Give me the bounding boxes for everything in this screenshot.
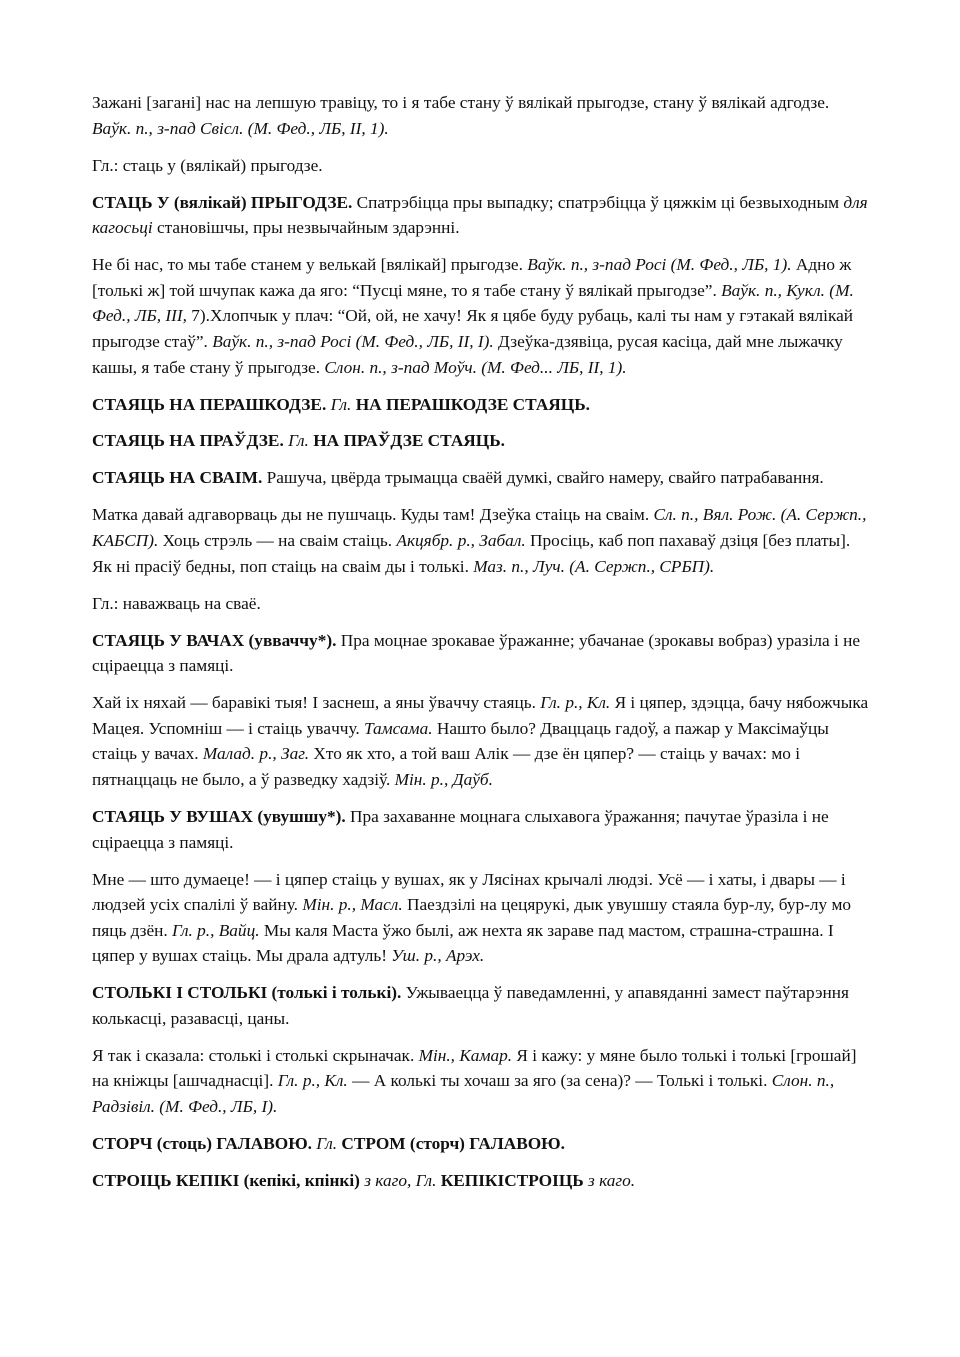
text-run: — А колькі ты хочаш за яго (за сена)? — Толькі і толькі. — [347, 1071, 772, 1091]
paragraph — [92, 90, 872, 141]
paragraph — [92, 867, 872, 969]
text-run: Я і цяпер, здэцца, бачу нябожчыка Мацея. Успомніш — і стаіць увaччу. — [92, 693, 869, 738]
text-run: Нашто было? Дваццаць гадоў, а пажар у Максімаўцы стаіць у вачах. — [92, 718, 829, 764]
source-reference: Тамсама. — [364, 718, 433, 738]
paragraph — [92, 428, 872, 454]
source-reference: Ваўк. п., з-пад Росі (М. Фед., ЛБ, II, I). — [212, 331, 494, 351]
paragraph — [92, 980, 872, 1031]
text-run: Ужываецца ў паведамленні, у апавяданні замест паўтарэння колькасці, разавасці, цаны. — [92, 983, 849, 1028]
source-reference: Ваўк. п., Кукл. (М. Фед., ЛБ, III, — [92, 280, 854, 326]
source-reference: Сл. п., Вял. Рож. (А. Сержп., КАБСП). — [92, 505, 867, 551]
headword: СТОЛЬКІ І СТОЛЬКІ (толькі і толькі). — [92, 983, 402, 1003]
source-reference: Малад. р., Заг. — [202, 744, 310, 764]
source-reference: Гл. р., Вайц. — [172, 920, 260, 940]
headword: СТАЯЦЬ НА СВАІМ. — [92, 468, 263, 488]
paragraph — [92, 1168, 872, 1194]
paragraph — [92, 190, 872, 241]
text-run: Я так і сказала: столькі і столькі скрыначак. — [92, 1045, 419, 1065]
source-reference: з каго. — [583, 1171, 636, 1191]
text-run: Мы каля Маста ўжо былі, аж нехта як зараве пад мастом, страшна-страшна. І цяпер у вушах стаіць. Мы драла адтуль! — [92, 920, 834, 966]
text-run: 7).Хлопчык у плач: “Ой, ой, не хачу! Як я цябе буду рубаць, калі ты нам у гэтакай вялікай прыгодзе стаў”. — [92, 306, 853, 351]
paragraph — [92, 502, 872, 579]
text-run: Спатрэбіцца пры выпадку; спатрэбіцца ў цяжкім ці безвыходным — [352, 192, 844, 212]
source-reference: з каго, Гл. — [359, 1171, 437, 1191]
headword: СТРОМ (сторч) ГАЛАВОЮ. — [337, 1134, 565, 1154]
source-reference: для кагосьці — [92, 192, 868, 238]
source-reference: Уш. р., Арэх. — [391, 946, 485, 966]
text-run: становішчы, пры незвычайным здарэнні. — [152, 218, 460, 238]
paragraph — [92, 1043, 872, 1120]
paragraph — [92, 690, 872, 792]
text-run: Просіць, каб поп пахаваў дзіця [без платы]. Як ні прасіў бедны, поп стаіць на сваім ды і толькі. — [92, 531, 851, 576]
headword: СТОРЧ (стоць) ГАЛАВОЮ. — [92, 1134, 312, 1154]
text-run: Адно ж [толькі ж] той шчупак кажа да яго: “Пусці мяне, то я табе стану ў вялікай прыгодзе”. — [92, 255, 852, 300]
text-run: Гл.: стаць у (вялікай) прыгодзе. — [92, 155, 323, 175]
paragraph — [92, 591, 872, 617]
text-run: Хай іх няхай — баравікі тыя! І заснеш, а яны ўвaччу стаяць. — [92, 693, 541, 713]
source-reference: Мін. р., Масл. — [302, 895, 403, 915]
source-reference: Акцябр. р., Забал. — [396, 531, 526, 551]
paragraph — [92, 1131, 872, 1157]
text-run: Дзеўка-дзявіца, русая касіца, дай мне лыжачку кашы, я табе стану ў прыгодзе. — [92, 331, 843, 377]
paragraph — [92, 252, 872, 380]
source-reference: Гл. — [283, 431, 309, 451]
headword: СТАЯЦЬ У ВУШАХ (увушшу*). — [92, 806, 346, 826]
source-reference: Маз. п., Луч. (А. Сержп., СРБП). — [473, 556, 715, 576]
paragraph — [92, 153, 872, 179]
paragraph — [92, 804, 872, 855]
headword: СТРОІЦЬ КЕПІКІ (кепікі, кпінкі) — [92, 1171, 360, 1191]
source-reference: Мін., Камар. — [418, 1045, 513, 1065]
source-reference: Ваўк. п., з-пад Свісл. (М. Фед., ЛБ, II, 1). — [92, 118, 389, 138]
source-reference: Слон. п., Радзівіл. (М. Фед., ЛБ, I). — [92, 1071, 835, 1117]
source-reference: Ваўк. п., з-пад Росі (М. Фед., ЛБ, 1). — [527, 255, 792, 275]
headword: СТАЯЦЬ НА ПЕРАШКОДЗЕ. — [92, 394, 327, 414]
document-page — [92, 90, 872, 1205]
source-reference: Гл. — [311, 1134, 338, 1154]
headword: НА ПЕРАШКОДЗЕ СТАЯЦЬ. — [351, 394, 590, 414]
source-reference: Гл. — [326, 394, 352, 414]
source-reference: Мін. р., Даўб. — [394, 769, 493, 789]
headword: СТАЯЦЬ У ВАЧАХ (увваччу*). — [92, 630, 337, 650]
text-run: Зажані [загані] нас на лепшую травіцу, то і я табе стану ў вялікай прыгодзе, стану ў вялікай адгодзе. — [92, 93, 830, 112]
paragraph — [92, 392, 872, 418]
source-reference: Гл. р., Кл. — [540, 693, 611, 713]
headword: НА ПРАЎДЗЕ СТАЯЦЬ. — [308, 431, 505, 451]
text-run: Рашуча, цвёрда трымацца сваёй думкі, свайго намеру, свайго патрабавання. — [262, 468, 824, 488]
paragraph — [92, 628, 872, 679]
text-run: Не бі нас, то мы табе станем у велькай [вялікай] прыгодзе. — [92, 255, 528, 275]
text-run: Пра моцнае зрокавае ўражанне; убачанае (зрокавы вобраз) уразіла і не сціраецца з памяці. — [92, 630, 861, 676]
text-run: Я і кажу: у мяне было толькі і толькі [грошай] на кніжцы [ашчаднасці]. — [92, 1045, 857, 1091]
headword: КЕПІКІСТРОІЦЬ — [436, 1171, 584, 1191]
source-reference: Слон. п., з-пад Моўч. (М. Фед... ЛБ, II, 1). — [324, 357, 627, 377]
text-run: Пра захаванне моцнага слыхавога ўражання; пачутае ўразіла і не сціраецца з памяці. — [92, 806, 829, 852]
text-run: Мне — што думаеце! — і цяпер стаіць у вушах, як у Лясінах крычалі людзі. Усё — і хаты, і двары — і людзей усіх спалілі ў вайну. — [92, 869, 846, 915]
paragraph — [92, 465, 872, 491]
text-run: Хто як хто, а той ваш Алік — дзе ён цяпер? — стаіць у вачах: мо і пятнаццаць не было, а ў разведку хадзіў. — [92, 744, 801, 789]
text-run: Матка давай адгаворваць ды не пушчаць. Куды там! Дзеўка стаіць на сваім. — [92, 505, 654, 525]
headword: СТАЦЬ У (вялікай) ПРЫГОДЗЕ. — [92, 192, 353, 212]
text-run: Хоць стрэль — на сваім стаіць. — [158, 531, 397, 551]
text-run: Гл.: наважваць на сваё. — [92, 593, 261, 613]
text-run: Паездзілі на цецярукі, дык увушшу стаяла бур-лу, бур-лу мо пяць дзён. — [92, 895, 852, 940]
headword: СТАЯЦЬ НА ПРАЎДЗЕ. — [92, 431, 284, 451]
source-reference: Гл. р., Кл. — [277, 1071, 348, 1091]
